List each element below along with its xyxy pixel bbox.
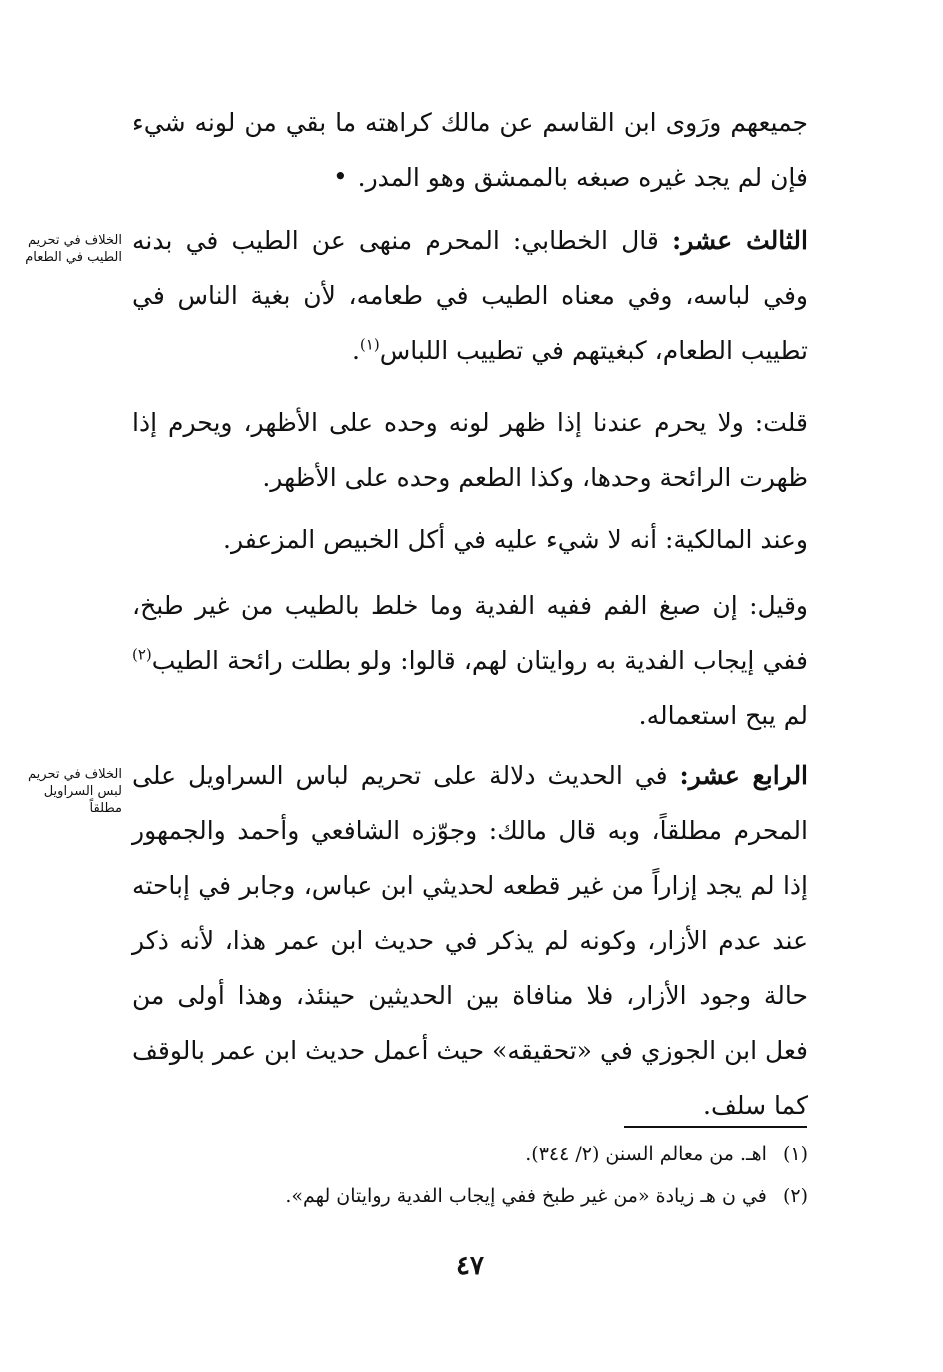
paragraph-text: في الحديث دلالة على تحريم لباس السراويل على المحرم مطلقاً، وبه قال مالك: وجوّزه الشافعي وأحمد والجمهور إذا لم يجد إزاراً من غير قطعه لحديثي ابن عباس، وجابر في إباحته عند عدم الأزار، وكونه لم يذكر في حديث ابن عمر هذا، لأنه ذكر حالة وجود الأزار، فلا منافاة بين الحديثين حينئذ، وهذا أولى من فعل ابن الجوزي في «تحقيقه» حيث أعمل حديث ابن عمر بالوقف كما سلف. — [132, 761, 808, 1120]
footnote-divider — [624, 1126, 807, 1128]
paragraph-end: لم يبح استعماله. — [638, 701, 808, 730]
paragraph-text: وعند المالكية: أنه لا شيء عليه في أكل الخبيص المزعفر. — [223, 525, 808, 554]
margin-note-trousers: الخلاف في تحريم لبس السراويل مطلقاً — [28, 767, 122, 816]
stray-dot: • — [333, 162, 348, 191]
footnote-text: في ن هـ زيادة «من غير طبخ ففي إيجاب الفدية روايتان لهم». — [285, 1185, 767, 1207]
paragraph-end: . — [351, 336, 360, 365]
paragraph-text: قال الخطابي: المحرم منهى عن الطيب في بدنه وفي لباسه، وفي معناه الطيب في طعامه، لأن بغية الناس في تطييب الطعام، كبغيتهم في تطييب اللباس — [132, 226, 808, 365]
paragraph-text: وقيل: إن صبغ الفم ففيه الفدية وما خلط بالطيب من غير طبخ، ففي إيجاب الفدية به روايتان لهم، قالوا: ولو بطلت رائحة الطيب — [132, 591, 808, 675]
paragraph-continuation — [132, 95, 808, 205]
paragraph-qultu — [132, 395, 808, 505]
footnote-number: (٢) — [782, 1185, 808, 1207]
paragraph-thirteenth — [132, 213, 808, 378]
footnote-2 — [132, 1181, 808, 1211]
paragraph-fourteenth — [132, 748, 808, 1133]
footnote-ref-2: (٢) — [132, 645, 152, 664]
section-heading: الرابع عشر: — [679, 761, 809, 790]
footnote-1 — [132, 1139, 808, 1169]
footnote-number: (١) — [782, 1143, 808, 1165]
paragraph-malikiyya — [132, 512, 808, 567]
section-heading: الثالث عشر: — [671, 226, 808, 255]
paragraph-text: قلت: ولا يحرم عندنا إذا ظهر لونه وحده على الأظهر، ويحرم إذا ظهرت الرائحة وحدها، وكذا الطعم وحده على الأظهر. — [132, 408, 808, 492]
page-number: ٤٧ — [456, 1251, 484, 1281]
paragraph-text: جميعهم ورَوى ابن القاسم عن مالك كراهته ما بقي من لونه شيء فإن لم يجد غيره صبغه بالممشق وهو المدر. — [132, 108, 808, 192]
footnote-ref-1: (١) — [359, 335, 380, 354]
footnote-text: اهـ. من معالم السنن (٢/ ٣٤٤). — [525, 1143, 767, 1165]
paragraph-qila — [132, 578, 808, 743]
margin-note-perfume: الخلاف في تحريم الطيب في الطعام — [25, 233, 122, 265]
